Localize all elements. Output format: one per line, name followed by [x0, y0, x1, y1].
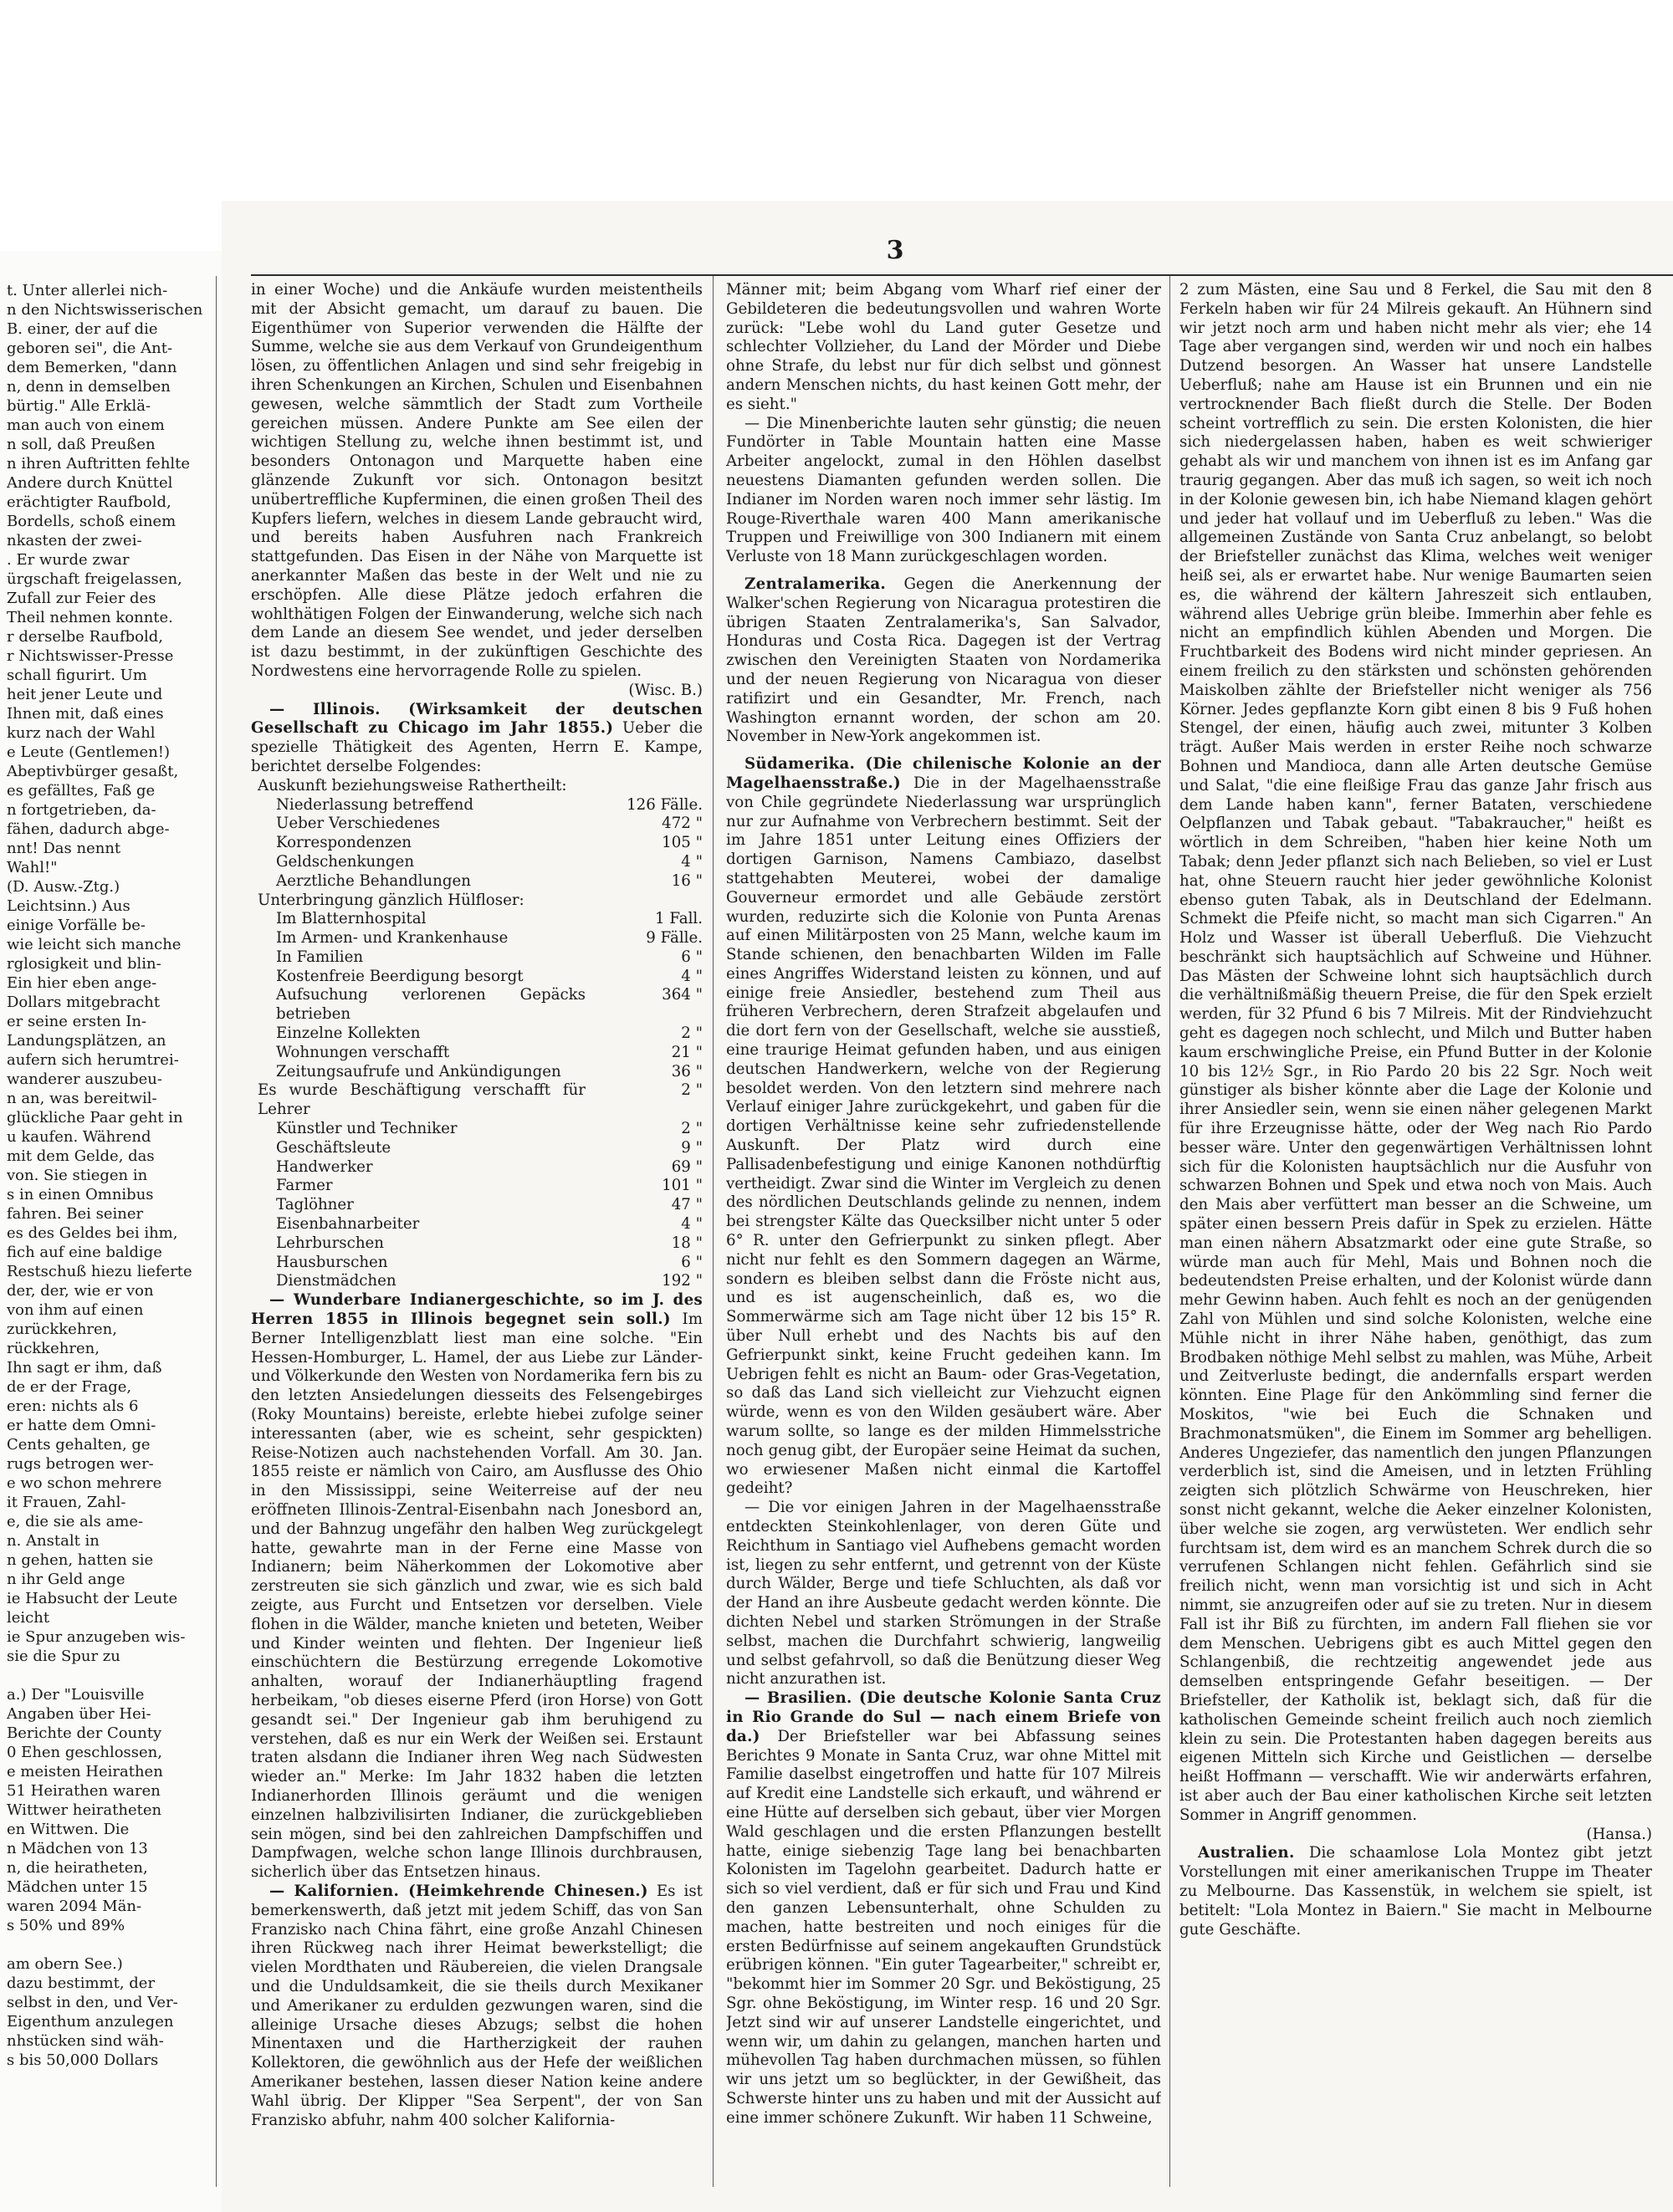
article-kalifornien-continuation: Männer mit; beim Abgang vom Wharf rief einer der Gebildeteren die bedeutungsvollen und wahren Worte zurück: "Lebe wohl du Land guter Gesetze und schlechter Vollzieher, du Land der Mörder und Diebe ohne Strafe, du lebst nur für dich selbst und gönnest andern Menschen nichts, du hast keinen Gott mehr, der es sieht." — [726, 281, 1161, 413]
stats-value: 4 " — [681, 1215, 703, 1234]
headline-australien: Australien. — [1198, 1844, 1295, 1862]
stats-row — [251, 853, 703, 872]
fragment-line: ie Habsucht der Leute leicht — [7, 1590, 178, 1627]
fragment-line: r derselbe Raufbold, — [7, 628, 163, 646]
fragment-line: n, denn in demselben — [7, 378, 171, 396]
page-number: 3 — [886, 236, 904, 265]
headline-kalifornien: — Kalifornien. (Heimkehrende Chinesen.) — [269, 1882, 648, 1900]
fragment-line: Theil nehmen konnte. — [7, 609, 173, 626]
stats-value: 16 " — [671, 871, 703, 890]
fragment-line: rugs betrogen wer- — [7, 1455, 154, 1473]
stats-row — [251, 1158, 703, 1178]
fragment-line: s in einen Omnibus — [7, 1186, 154, 1203]
headline-illinois: — Illinois. (Wirksamkeit der deutschen Gesellschaft zu Chicago im Jahr 1855.) — [251, 700, 703, 738]
fragment-line: Dollars mitgebracht — [7, 994, 161, 1011]
stats-row-lehrer — [251, 1081, 703, 1120]
stats-label: Geldschenkungen — [276, 852, 415, 871]
fragment-line: s bis 50,000 Dollars — [7, 2051, 159, 2069]
fragment-line: erächtigter Raufbold, — [7, 493, 171, 511]
article-zentralamerika — [726, 575, 1161, 747]
fragment-line: e, die sie als ame- — [7, 1513, 144, 1530]
fragment-line: rückkehren, — [7, 1340, 100, 1357]
fragment-line — [7, 1935, 209, 1954]
stats-value: 364 " — [662, 986, 703, 1004]
stats-label: Im Blatternhospital — [276, 910, 427, 928]
fragment-line: nnt! Das nennt — [7, 840, 121, 857]
stats-row — [251, 1177, 703, 1196]
fragment-line: e Leute (Gentlemen!) — [7, 743, 171, 761]
stats-row — [251, 968, 703, 987]
fragment-line: . Er wurde zwar — [7, 551, 130, 569]
stats-row — [251, 1254, 703, 1273]
fragment-line: de er der Frage, — [7, 1378, 132, 1396]
fragment-line: bürtig." Alle Erklä- — [7, 397, 151, 415]
stats-group-2 — [251, 910, 703, 1081]
fragment-line: e meisten Heirathen — [7, 1763, 163, 1780]
fragment-line: n an, was bereitwil- — [7, 1090, 157, 1107]
fragment-line: von. Sie stiegen in — [7, 1167, 148, 1184]
stats-label: Aerztliche Behandlungen — [276, 871, 471, 890]
fragment-line: ürgschaft freigelassen, — [7, 570, 182, 588]
fragment-line: waren 2094 Män- — [7, 1898, 142, 1915]
stats-row — [251, 1215, 703, 1234]
fragment-line: es des Geldes bei ihm, — [7, 1224, 178, 1242]
stats-value: 105 " — [662, 834, 703, 852]
fragment-line: fähen, dadurch abge- — [7, 820, 170, 838]
fragment-line — [7, 1666, 209, 1685]
stats-row — [251, 1196, 703, 1215]
stats-label: Hausburschen — [276, 1253, 388, 1271]
fragment-line: n. Anstalt in — [7, 1532, 100, 1550]
source-credit: (Wisc. B.) — [628, 681, 703, 699]
fragment-line: Mädchen unter 15 — [7, 1878, 148, 1896]
fragment-line: Berichte der County — [7, 1724, 162, 1742]
stats-label: Ueber Verschiedenes — [276, 815, 440, 833]
article-australien-text: Die schaamlose Lola Montez gibt jetzt Vorstellungen mit einer amerikanischen Truppe im Theater zu Melbourne. Das Kassenstük, in welchem sie spielt, ist betitelt: "Lola Montez in Baiern." Sie macht in Melbourne gute Geschäfte. — [1179, 1844, 1652, 1939]
stats-group-3 — [251, 1120, 703, 1291]
fragment-line: Abeptivbürger gesaßt, — [7, 763, 179, 780]
fragment-line: n fortgetrieben, da- — [7, 801, 156, 819]
fragment-line: zurückkehren, — [7, 1321, 117, 1338]
fragment-line: selbst in den, und Ver- — [7, 1994, 178, 2011]
fragment-line: Cents gehalten, ge — [7, 1436, 151, 1453]
fragment-line: B. einer, der auf die — [7, 320, 158, 338]
fragment-line: u kaufen. Während — [7, 1128, 151, 1146]
stats-label: Kostenfreie Beerdigung besorgt — [276, 967, 524, 985]
stats-value: 6 " — [681, 948, 703, 966]
stats-label: Künstler und Techniker — [276, 1120, 458, 1138]
fragment-line: rglosigkeit und blin- — [7, 955, 161, 973]
fragment-line: t. Unter allerlei nich- — [7, 282, 168, 299]
fragment-line: er seine ersten In- — [7, 1013, 147, 1030]
column-2 — [726, 281, 1161, 2188]
fragment-line: nhstücken sind wäh- — [7, 2032, 164, 2050]
fragment-line: 0 Ehen geschlossen, — [7, 1744, 162, 1761]
fragment-line: heit jener Leute und — [7, 686, 163, 703]
headline-indianer: — Wunderbare Indianergeschichte, so im J. des Herren 1855 in Illinois begegnet sein soll.) — [251, 1291, 703, 1329]
stats-value: 4 " — [681, 852, 703, 871]
article-illinois-head — [251, 701, 703, 777]
stats-group-1 — [251, 796, 703, 891]
fragment-line: Bordells, schoß einem — [7, 513, 177, 530]
fragment-line: Wittwer heiratheten — [7, 1801, 162, 1819]
stats-value: 2 " — [681, 1024, 703, 1043]
stats-row — [251, 1063, 703, 1082]
stats-value: 9 " — [681, 1138, 703, 1157]
stats-label: Einzelne Kollekten — [276, 1024, 421, 1043]
fragment-line: n soll, daß Preußen — [7, 436, 156, 453]
stats-label: Farmer — [276, 1177, 333, 1195]
fragment-line: n ihren Auftritten fehlte — [7, 455, 191, 473]
fragment-line: der, der, wie er von — [7, 1282, 154, 1300]
stats-title-1: Auskunft beziehungsweise Rathertheilt: — [258, 776, 567, 794]
stats-label: Niederlassung betreffend — [276, 795, 473, 814]
article-indianer-text: Im Berner Intelligenzblatt liest man eine solche. "Ein Hessen-Homburger, L. Hamel, der aus Liebe zur Länder- und Völkerkunde den Westen von Nordamerika fern bis zu den letzten Ansiedelungen diesseits des Felsengebirges (Roky Mountains) bereiste, erlebte hiebei zufolge seiner interessanten (aber, wie es scheint, sehr gespickten) Reise-Notizen auch nachstehenden Vorfall. Am 30. Jan. 1855 reiste er nämlich von Cairo, am Ausflusse des Ohio in den Mississippi, seine Weiterreise auf der neu eröffneten Illinois-Zentral-Eisenbahn nach Jonesbord an, und der Bahnzug ungefähr den halben Weg zurückgelegt hatte, gewahrte man in der Ferne eine Masse von Indianern; beim Näherkommen der Lokomotive aber zerstreuten sie sich gänzlich und zwar, wie es sich bald zeigte, aus Furcht und Entsetzen vor derselben. Viele flohen in die Wälder, manche knieten und beteten, Weiber und Kinder weinten und flehten. Der Ingenieur ließ einschüchtern die Bestürzung erregende Lokomotive anhalten, worauf der Indianerhäuptling fragend herbeikam, "ob dieses eiserne Pferd (iron Horse) von Gott gesandt sei." Der Ingenieur gab ihm beruhigend zu verstehen, daß es nur ein Werk der Weißen sei. Erstaunt traten alsdann die Indianer ihren Weg nach Südwesten wieder an." Merke: Im Jahr 1832 haben die letzten Indianerhorden Illinois geräumt und die wenigen einzelnen halbzivilisirten Indianer, die zurückgeblieben sein mögen, sind bei den zahlreichen Dampfschiffen und Dampfwagen, welche schon lange Illinois durchbrausen, sicherlich über das Entsetzen hinaus. — [251, 1310, 703, 1882]
stats-row — [251, 986, 703, 1024]
stats-row — [251, 834, 703, 853]
fragment-line: Ein hier eben ange- — [7, 974, 157, 992]
stats-label: Taglöhner — [276, 1196, 354, 1214]
stats-value: 4 " — [681, 967, 703, 985]
headline-suedamerika: Südamerika. (Die chilenische Kolonie an der Magelhaensstraße.) — [726, 755, 1161, 792]
column-rule-0 — [216, 276, 217, 2187]
stats-row — [251, 1120, 703, 1139]
article-superior-continuation: in einer Woche) und die Ankäufe wurden meistentheils mit der Absicht gemacht, um darauf zu bauen. Die Eigenthümer von Superior verwenden die Hälfte der Summe, welche sie aus dem Verkauf von Grundeigenthum lösen, zu öffentlichen Anlagen und sind sehr freigebig in ihren Schenkungen an Kirchen, Schulen und Eisenbahnen gewesen, welche sämmtlich der Stadt zum Vortheile gereichen müssen. Andere Punkte am See eilen der wichtigen Stellung zu, welche ihnen bestimmt ist, und besonders Ontonagon und Marquette haben eine glänzende Zukunft vor sich. Ontonagon besitzt unübertreffliche Kupferminen, die einen großen Theil des Kupfers liefern, welches in diesem Lande gebraucht wird, und bereits haben Ausfuhren nach Frankreich stattgefunden. Das Eisen in der Nähe von Marquette ist anerkannter Maßen das beste in der Welt und nie zu erschöpfen. Alle diese Plätze jedoch erfahren die wohlthätigen Folgen der Einwanderung, welche sich nach dem Lande an diesem See wendet, und jeder derselben ist dazu bestimmt, in der zukünftigen Geschichte des Nordwestens eine hervorragende Rolle zu spielen. — [251, 281, 703, 680]
article-minenberichte: — Die Minenberichte lauten sehr günstig; die neuen Fundörter in Table Mountain hatten eine Masse Arbeiter angelockt, zumal in den Höhlen daselbst neuestens Diamanten gefunden werden sollen. Die Indianer im Norden waren noch immer sehr lästig. Im Rouge-Riverthale waren 400 Mann amerikanische Truppen und Freiwillige von 300 Indianern mit einem Verluste von 18 Mann zurückgeschlagen worden. — [726, 414, 1161, 566]
headline-brasilien: — Brasilien. (Die deutsche Kolonie Santa Cruz in Rio Grande do Sul — nach einem Briefe von da.) — [726, 1689, 1161, 1745]
stats-value: 126 Fälle. — [627, 795, 703, 814]
fragment-line: aufern sich herumtrei- — [7, 1051, 179, 1069]
article-brasilien-text: Der Briefsteller war bei Abfassung seines Berichtes 9 Monate in Santa Cruz, war ohne Mittel mit Familie daselbst eingetroffen und hatte für 107 Milreis auf Kredit eine Landstelle sich erkauft, und während er eine Hütte auf derselben sich gebaut, über vier Morgen Wald geschlagen und die ersten Pflanzungen bestellt hatte, einige siebenzig Tage lang bei benachbarten Kolonisten im Tagelohn gearbeitet. Dadurch hatte er sich so viel verdient, daß er für sich und Frau und Kind den ganzen Lebensunterhalt, ohne Schulden zu machen, hatte bestreiten und noch einiges für die ersten Bedürfnisse auf seinem angekauften Grundstück erübrigen können. "Ein guter Tagearbeiter," schreibt er, "bekommt hier im Sommer 20 Sgr. und Beköstigung, 25 Sgr. ohne Beköstigung, im Winter resp. 16 und 20 Sgr. Jetzt sind wir auf unserer Landstelle eingerichtet, und wenn wir, um dahin zu gelangen, manchen harten und mühevollen Tag haben durchmachen müssen, so fühlen wir uns jetzt um so beglückter, in der Gewißheit, das Schwerste hinter uns zu haben und mit der Aussicht auf eine immer schönere Zukunft. Wir haben 11 Schweine, — [726, 1727, 1161, 2127]
stats-value: 192 " — [662, 1272, 703, 1290]
stats-label: Dienstmädchen — [276, 1272, 397, 1290]
article-australien — [1179, 1844, 1652, 1939]
article-kalifornien-text: Es ist bemerkenswerth, daß jetzt mit jedem Schiff, das von San Franzisko nach China fährt, eine große Anzahl Chinesen ihren Rückweg nach ihrer Heimat bewerkstelligt; die vielen Mordthaten und Räubereien, die vielen Drangsale und die Unduldsamkeit, die sie theils durch Mexikaner und Amerikaner zu erdulden gezwungen waren, sind die alleinige Ursache dieses Abzugs; selbst die hohen Minentaxen und die Hartherzigkeit der rauhen Kollektoren, die gewöhnlich aus der Hefe der weißlichen Amerikaner bestehen, lassen dieser Nation keine andere Wahl übrig. Der Klipper "Sea Serpent", der von San Franzisko abfuhr, nahm 400 solcher Kalifornia- — [251, 1882, 703, 2129]
fragment-line: Eigenthum anzulegen — [7, 2013, 174, 2031]
article-illinois-text: Ueber die spezielle Thätigkeit des Agenten, Herrn E. Kampe, berichtet derselbe Folgendes: — [251, 719, 703, 775]
stats-row — [251, 1139, 703, 1158]
stats-value: 9 Fälle. — [646, 929, 703, 948]
fragment-line: n Mädchen von 13 — [7, 1840, 148, 1857]
article-brasilien-continuation: 2 zum Mästen, eine Sau und 8 Ferkel, die Sau mit den 8 Ferkeln haben wir für 24 Milreis gekauft. An Hühnern sind wir jetzt noch arm und haben nicht mehr als vier; ehe 14 Tage aber vergangen sind, werden wir und noch ein halbes Dutzend besorgen. An Wasser hat unsere Landstelle Ueberfluß; nahe am Hause ist ein Brunnen und ein nie vertrocknender Bach fließt durch die Stelle. Der Boden scheint vortrefflich zu sein. Die ersten Kolonisten, die hier sich niedergelassen haben, haben es weit schwieriger gehabt als wir und manchem von ihnen ist es im Anfang gar traurig gegangen. Aber das muß ich sagen, so weit ich noch in der Kolonie gewesen bin, ich habe Niemand klagen gehört und jeder hat vollauf und im Ueberfluß zu leben." Was die allgemeinen Zustände von Santa Cruz anbelangt, so belobt der Briefsteller zunächst das Klima, welches weit weniger heiß sei, als er erwartet habe. Nur wenige Baumarten seien es, die während der kältern Jahreszeit sich entlauben, während alles Uebrige grün bleibe. Immerhin aber fehle es nicht an empfindlich kühlen Abenden und Morgen. Die Fruchtbarkeit des Bodens wird nicht minder gepriesen. An einem freilich zu den stärksten und schönsten gehörenden Maiskolben zählte der Briefsteller nicht weniger als 756 Körner. Jedes gepflanzte Korn gibt einen 8 bis 9 Fuß hohen Stengel, der einen, häufig auch zwei, mitunter 3 Kolben trägt. Außer Mais werden in erster Reihe noch schwarze Bohnen und Mandioca, dann alle Arten deutsche Gemüse und Salat, "die eine fleißige Frau das ganze Jahr frisch aus dem Lande haben kann", ferner Bataten, verschiedene Oelpflanzen und Tabak gebaut. "Tabakraucher," heißt es wörtlich in dem Schreiben, "haben hier keine Noth um Tabak; denn Jeder pflanzt sich nach Belieben, so viel er Lust hat, ohne Steuern raucht hier jeder gewöhnliche Kolonist ebenso guten Tabak, als in Deutschland der Edelmann. Schmekt die Pfeife nicht, so macht man sich Cigarren." An Holz und Wasser ist überall Ueberfluß. Die Viehzucht beschränkt sich hauptsächlich auf Schweine und Hühner. Das Mästen der Schweine lohnt sich hauptsächlich durch die verhältnißmäßig theuern Preise, die für den Spek erzielt werden, für 32 Pfund 6 bis 7 Milreis. Mit der Rindviehzucht geht es dagegen noch schlecht, und Milch und Butter haben kaum erschwingliche Preise, ein Pfund Butter in der Kolonie 10 bis 12½ Sgr., in Rio Pardo 20 bis 22 Sgr. Noch weit günstiger als bisher könnte aber die Lage der Kolonie und ihrer Ansiedler sein, wenn sie einen näher gelegenen Markt für ihre Erzeugnisse hätte, oder der Weg nach Rio Pardo besser wäre. Unter den gegenwärtigen Verhältnissen lohnt sich für die Kolonisten hauptsächlich nur die Ausfuhr von schwarzen Bohnen und Spek und etwa noch von Mais. Auch den Mais aber verfüttert man besser an die Schweine, um später einen bessern Preis dafür in Spek zu erzielen. Hätte man einen nähern Absatzmarkt oder eine gute Straße, so würde man auch für Mehl, Mais und Bohnen noch die bedeutendsten Preise erhalten, und der Kolonist würde dann mehr Gewinn haben. Auch fehlt es noch an der genügenden Zahl von Mühlen und sind solche Kolonisten, welche eine Mühle nicht in ihrer Nähe haben, genöthigt, das zum Brodbaken nöthige Mehl selbst zu mahlen, was Mühe, Arbeit und Zeitverluste bedingt, die andernfalls erspart werden könnten. Eine Plage für den Ankömmling sind ferner die Moskitos, "wie bei Euch die Schnaken und Brachmonatsmüken", die Einem im Sommer arg behelligen. Anderes Ungeziefer, das namentlich den jungen Pflanzungen verderblich ist, sind die Ameisen, und in letzten Frühling zeigten sich plötzlich Schwärme von Heuschreken, hier sonst nicht gekannt, welche die Aeker einzelner Kolonisten, über welche sie zogen, arg verwüsteten. Wer endlich sehr furchtsam ist, dem wird es an manchem Schrek durch die so verrufenen Schlangen nicht fehlen. Gefährlich sind sie freilich nicht, wenn man vorsichtig ist und sich in Acht nimmt, sie anzugreifen oder auf sie zu treten. Nur in diesem Fall ist ihr Biß zu fürchten, im andern Fall fliehen sie vor dem Menschen. Uebrigens gibt es auch Mittel gegen den Schlangenbiß, die rechtzeitig angewendet jede aus demselben entspringende Gefahr beseitigen. — Der Briefsteller, der Katholik ist, beklagt sich, daß für die katholischen Gemeinde scheint freilich auch noch ziemlich klein zu sein. Die Protestanten haben dagegen bereits aus eigenen Mitteln sich Kirche und Geistlichen — derselbe heißt Hoffmann — verschafft. Wie wir anderwärts erfahren, ist aber auch der Bau einer katholischen Kirche seit letzten Sommer in Angriff genommen. — [1179, 281, 1652, 1824]
article-suedamerika — [726, 755, 1161, 1499]
stats-row — [251, 872, 703, 891]
fragment-line: n gehen, hatten sie — [7, 1551, 154, 1569]
stats-value: 69 " — [671, 1157, 703, 1176]
column-rule-2 — [1169, 276, 1170, 2187]
column-rule-1 — [713, 276, 714, 2187]
fragment-line: n den Nichtswisserischen — [7, 301, 203, 319]
fragment-line: nkasten der zwei- — [7, 532, 142, 549]
stats-value: 1 Fall. — [655, 910, 703, 928]
fragment-line: es gefälltes, Faß ge — [7, 782, 156, 799]
stats-label: Handwerker — [276, 1157, 373, 1176]
fragment-line: en Wittwen. Die — [7, 1821, 130, 1838]
stats-row — [251, 1044, 703, 1063]
stats-row — [251, 796, 703, 815]
column-3 — [1179, 281, 1652, 2188]
stats-label: Aufsuchung verlorenen Gepäcks betrieben — [276, 986, 586, 1024]
fragment-line: Angaben über Hei- — [7, 1705, 151, 1723]
stats-title-3: Es wurde Beschäftigung verschafft für Lehrer — [258, 1081, 586, 1119]
stats-label: Geschäftsleute — [276, 1138, 391, 1157]
article-kalifornien — [251, 1882, 703, 2130]
fragment-line: Landungsplätzen, an — [7, 1032, 166, 1050]
stats-label: Wohnungen verschafft — [276, 1043, 450, 1061]
fragment-line: glückliche Paar geht in — [7, 1109, 183, 1126]
fragment-line: er hatte dem Omni- — [7, 1417, 156, 1434]
fragment-line: Zufall zur Feier des — [7, 590, 156, 607]
stats-value: 18 " — [671, 1234, 703, 1252]
fragment-line: n ihr Geld ange — [7, 1571, 125, 1588]
fragment-line: am obern See.) — [7, 1955, 123, 1973]
fragment-line: fich auf eine baldige — [7, 1244, 162, 1261]
stats-row — [251, 1272, 703, 1291]
source-credit-hansa: (Hansa.) — [1586, 1825, 1652, 1843]
fragment-line: fahren. Bei seiner — [7, 1205, 144, 1223]
headline-zentralamerika: Zentralamerika. — [744, 575, 887, 593]
fragment-line: von ihm auf einen — [7, 1301, 144, 1319]
fragment-line: Ihnen mit, daß eines — [7, 705, 164, 723]
fragment-line: r Nichtswisser-Presse — [7, 647, 174, 665]
fragment-line: eren: nichts als 6 — [7, 1397, 139, 1415]
stats-value: 47 " — [671, 1196, 703, 1214]
stats-value-lehrer: 2 " — [681, 1081, 703, 1100]
stats-value: 2 " — [681, 1120, 703, 1138]
column-fragment-left — [7, 281, 209, 2188]
fragment-line: a.) Der "Louisville — [7, 1686, 145, 1704]
stats-row — [251, 1234, 703, 1254]
fragment-line: wie leicht sich manche — [7, 936, 182, 953]
article-brasilien — [726, 1689, 1161, 2128]
fragment-line: geboren sei", die Ant- — [7, 340, 173, 357]
stats-title-2: Unterbringung gänzlich Hülfloser: — [258, 891, 524, 909]
article-suedamerika-text: Die in der Magelhaensstraße von Chile gegründete Niederlassung war ursprünglich nur zur Aufnahme von Verbrechern bestimmt. Seit der im Jahre 1851 unter Leitung eines Offiziers der dortigen Garnison, Namens Cambiazo, daselbst stattgehabten Meuterei, wobei der damalige Gouverneur ermordet und alle Gebäude zerstört wurden, reduzirte sich die Kolonie von Punta Arenas auf einen Militärposten von 25 Mann, welche kaum im Stande schienen, den benachbarten Wilden im Falle eines Angriffes Widerstand leisten zu können, und auf einige freie Ansiedler, bestehend zum Theil aus früheren Verbrechern, deren Strafzeit abgelaufen und die dort fern von der Gesellschaft, welche sie ausstieß, eine traurige Heimat gefunden haben, und aus einigen deutschen Handwerkern, welche von der Regierung besoldet werden. Von den letztern sind mehrere nach Verlauf einiger Jahre zurückgekehrt, und gaben für die dortigen Verhältnisse keine sehr zufriedenstellende Auskunft. Der Platz wird durch eine Pallisadenbefestigung und einige Kanonen nothdürftig vertheidigt. Zwar sind die Winter im Vergleich zu denen des nördlichen Deutschlands gelinde zu nennen, indem bei strengster Kälte das Quecksilber nicht unter 5 oder 6° R. unter den Gefrierpunkt zu sinken pflegt. Aber nicht nur fehlt es den Sommern dagegen an Wärme, sondern es bleiben selbst dann die Fröste nicht aus, und es ist augenscheinlich, daß es, wo die Sommerwärme sich am Tage nicht über 12 bis 15° R. über Null erhebt und des Nachts bis auf den Gefrierpunkt sinkt, keine Frucht gedeihen kann. Im Uebrigen fehlt es nicht an Baum- oder Gras-Vegetation, so daß das Land sich vielleicht zur Viehzucht eignen würde, wenn es von den Wilden gesäubert wäre. Aber warum sollte, so lange es der milden Himmelsstriche noch genug gibt, der Europäer seine Heimat da suchen, wo erwiesener Maßen nicht einmal die Kartoffel gedeiht? — [726, 774, 1161, 1498]
fragment-line: 51 Heirathen waren — [7, 1782, 161, 1800]
stats-value: 472 " — [662, 815, 703, 833]
stats-label: Korrespondenzen — [276, 834, 412, 852]
fragment-line: (D. Ausw.-Ztg.) — [7, 878, 120, 896]
article-zentralamerika-text: Gegen die Anerkennung der Walker'schen Regierung von Nicaragua protestiren die übrigen Staaten Zentralamerika's, San Salvador, Honduras und Costa Rica. Dagegen ist der Vertrag zwischen den Vereinigten Staaten von Nordamerika und der neuen Regierung von Nicaragua von dieser ratifizirt und ein Gesandter, Mr. French, nach Washington ernannt worden, der schon am 20. November in New-York angekommen ist. — [726, 575, 1161, 746]
fragment-line: Andere durch Knüttel — [7, 474, 173, 492]
stats-row — [251, 1024, 703, 1044]
fragment-line: Ihn sagt er ihm, daß — [7, 1359, 162, 1377]
fragment-line: man auch von einem — [7, 416, 165, 434]
fragment-line: mit dem Gelde, das — [7, 1147, 155, 1165]
fragment-line: Restschuß hiezu lieferte — [7, 1263, 192, 1280]
fragment-line: kurz nach der Wahl — [7, 724, 156, 742]
fragment-line: Leichtsinn.) Aus — [7, 897, 130, 915]
fragment-line: Wahl!" — [7, 859, 58, 876]
stats-label: Zeitungsaufrufe und Ankündigungen — [276, 1062, 561, 1080]
stats-value: 101 " — [662, 1177, 703, 1195]
stats-label: In Familien — [276, 948, 364, 966]
article-steinkohlen: — Die vor einigen Jahren in der Magelhaensstraße entdeckten Steinkohlenlager, von deren Güte und Reichthum in Santiago viel Aufhebens gemacht worden ist, liegen zu sehr entfernt, und getrennt von der Küste durch Wälder, Berge und tiefe Schluchten, als daß vor der Hand an ihre Ausbeute gedacht werden könnte. Die dichten Nebel und starken Strömungen in der Straße selbst, machen die Durchfahrt schwierig, langweilig und selbst gefahrvoll, so daß die Benützung dieser Weg nicht anzurathen ist. — [726, 1499, 1161, 1688]
stats-label: Im Armen- und Krankenhause — [276, 929, 509, 948]
fragment-line: sie die Spur zu — [7, 1648, 120, 1665]
fragment-line: n, die heiratheten, — [7, 1859, 148, 1877]
stats-value: 21 " — [671, 1043, 703, 1061]
stats-value: 36 " — [671, 1062, 703, 1080]
stats-label: Eisenbahnarbeiter — [276, 1215, 420, 1234]
fragment-line: ie Spur anzugeben wis- — [7, 1628, 186, 1646]
fragment-line: einige Vorfälle be- — [7, 917, 146, 934]
fragment-line: s 50% und 89% — [7, 1917, 125, 1934]
stats-row — [251, 910, 703, 929]
stats-label: Lehrburschen — [276, 1234, 385, 1252]
fragment-line: dem Bemerken, "dann — [7, 359, 177, 376]
stats-row — [251, 948, 703, 968]
fragment-line: e wo schon mehrere — [7, 1474, 162, 1492]
stats-row — [251, 929, 703, 948]
stats-row — [251, 815, 703, 834]
fragment-line: it Frauen, Zahl- — [7, 1494, 126, 1511]
fragment-line: wanderer auszubeu- — [7, 1070, 162, 1088]
stats-value: 6 " — [681, 1253, 703, 1271]
header-rule — [251, 274, 1673, 276]
article-indianer — [251, 1291, 703, 1882]
fragment-line: dazu bestimmt, der — [7, 1974, 156, 1992]
fragment-line: schall figurirt. Um — [7, 667, 147, 684]
column-1 — [251, 281, 703, 2188]
